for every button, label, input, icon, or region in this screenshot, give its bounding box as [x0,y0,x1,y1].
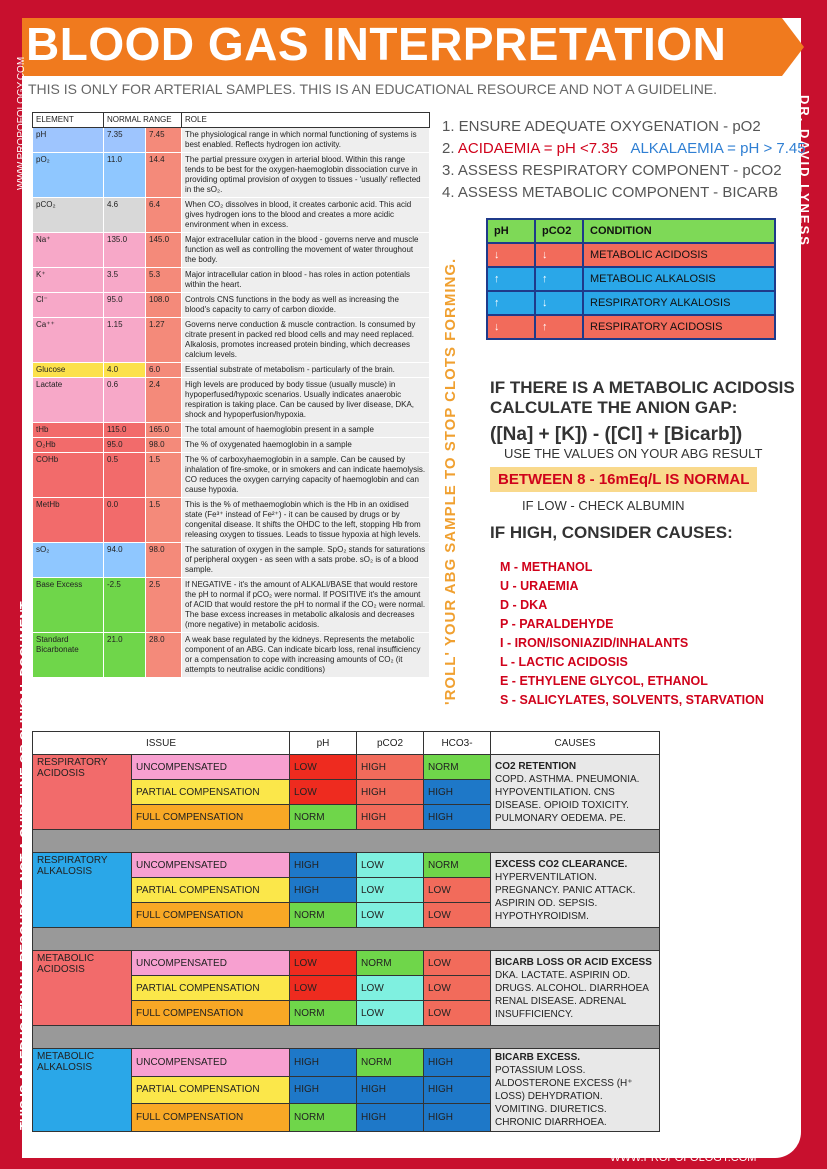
compensation-level: PARTIAL COMPENSATION [132,976,290,1001]
hco3-value: HIGH [424,1049,491,1077]
element-role: The partial pressure oxygen in arterial blood. Within this range tends to be best for the oxygen-haemoglobin dissociation curve in providing optimal provision of oxygen to tissues - 'usually' reflected in the sO₂. [182,153,430,198]
footer-url: WWW.PROPOFOLOGY.COM [610,1152,757,1164]
range-high: 14.4 [146,153,182,198]
element-row [33,438,430,453]
mudpiles-item: M - METHANOL [500,560,593,574]
hco3-value: HIGH [424,1104,491,1132]
issue-name: METABOLIC ALKALOSIS [33,1049,132,1132]
hco3-value: LOW [424,1001,491,1026]
range-high: 6.4 [146,198,182,233]
element-role: The % of carboxyhaemoglobin in a sample. Can be caused by inhalation of fire-smoke, or in smokers and can indicate haemolysis. CO reduces the oxygen carrying capacity of haemoglobin and can cause hypoxia. [182,453,430,498]
separator-cell [33,928,660,951]
condition-name: METABOLIC ALKALOSIS [583,267,775,291]
element-name: O₂Hb [33,438,104,453]
element-table-body [33,128,430,678]
side-disclaimer [3,590,32,1130]
element-role: Major extracellular cation in the blood - governs nerve and muscle function as well as controlling the movement of water throughout the body. [182,233,430,268]
element-row [33,153,430,198]
condition-name: METABOLIC ACIDOSIS [583,243,775,267]
element-role: Essential substrate of metabolism - particularly of the brain. [182,363,430,378]
condition-row [487,315,775,339]
mudpiles-item: E - ETHYLENE GLYCOL, ETHANOL [500,674,708,688]
condition-row [487,243,775,267]
role-header: ROLE [182,113,430,128]
ph-value: HIGH [290,1049,357,1077]
interpretation-steps [442,116,806,204]
ph-value: LOW [290,780,357,805]
cause-title: BICARB LOSS OR ACID EXCESS [495,956,652,968]
cause-text: DKA. LACTATE. ASPIRIN OD. DRUGS. ALCOHOL. DIARRHOEA RENAL DISEASE. ADRENAL INSUFFICIENCY. [495,969,649,1020]
element-role: This is the % of methaemoglobin which is the Hb in an oxidised state (Fe³⁺ instead of Fe²⁺) - it can be caused by drugs or by congenital disease. It shifts the OHDC to the left, stopping Hb from releasing oxygen to tissues. Leads to tissue hypoxia at high levels. [182,498,430,543]
hco3-value: LOW [424,878,491,903]
group-separator [33,928,660,951]
element-row [33,198,430,233]
condition-name: RESPIRATORY ALKALOSIS [583,291,775,315]
hco3-value: HIGH [424,780,491,805]
cond-header-ph: pH [487,219,535,243]
ph-value: NORM [290,903,357,928]
anion-low-note: IF LOW - CHECK ALBUMIN [522,498,685,513]
range-low: 135.0 [104,233,146,268]
compensation-level: FULL COMPENSATION [132,903,290,928]
element-row [33,233,430,268]
compensation-level: UNCOMPENSATED [132,853,290,878]
compensation-table-body [33,755,660,1132]
issue-name: RESPIRATORY ACIDOSIS [33,755,132,830]
compensation-level: PARTIAL COMPENSATION [132,1076,290,1104]
acidaemia-threshold: ACIDAEMIA = pH <7.35 [457,140,618,157]
ph-value: HIGH [290,878,357,903]
pco2-value: LOW [357,853,424,878]
element-row [33,423,430,438]
compensation-level: FULL COMPENSATION [132,1001,290,1026]
ph-value: NORM [290,1001,357,1026]
element-row [33,498,430,543]
element-role: Major intracellular cation in blood - has roles in action potentials within the heart. [182,268,430,293]
mudpiles-item: I - IRON/ISONIAZID/INHALANTS [500,636,689,650]
condition-name: RESPIRATORY ACIDOSIS [583,315,775,339]
causes-cell [491,1049,660,1132]
condition-table [486,218,776,340]
ph-arrow: ↑ [487,267,535,291]
element-role: High levels are produced by body tissue (usually muscle) in hypoperfused/hypoxic scenarios. Usually indicates anaerobic respiration is taking place. Can be caused by liver disease, DKA, shock and hypoperfusion/hypoxia. [182,378,430,423]
range-high: 1.5 [146,453,182,498]
ph-value: LOW [290,755,357,780]
element-name: Na⁺ [33,233,104,268]
pco2-value: HIGH [357,1104,424,1132]
range-low: 115.0 [104,423,146,438]
pco2-value: NORM [357,1049,424,1077]
step-2-number: 2. [442,140,458,157]
side-url-text: WWW.PROPOFOLOGY.COM [16,56,27,190]
hco3-value: HIGH [424,805,491,830]
element-role: The saturation of oxygen in the sample. SpO₂ stands for saturations of peripheral oxygen - as seen with a sats probe. sO₂ is of a blood sample. [182,543,430,578]
pco2-value: HIGH [357,780,424,805]
step-2 [442,138,806,160]
range-high: 145.0 [146,233,182,268]
element-role: The total amount of haemoglobin present in a sample [182,423,430,438]
pco2-value: HIGH [357,805,424,830]
element-row [33,453,430,498]
range-low: 0.6 [104,378,146,423]
author-credit-text: DR. DAVID LYNESS [797,95,812,247]
range-low: 0.0 [104,498,146,543]
ph-header: pH [290,732,357,755]
element-row [33,578,430,633]
element-row [33,633,430,678]
mudpiles-item: L - LACTIC ACIDOSIS [500,655,628,669]
range-low: 1.15 [104,318,146,363]
step-1: 1. ENSURE ADEQUATE OXYGENATION - pO2 [442,118,761,135]
ph-arrow: ↓ [487,243,535,267]
mudpiles-item: P - PARALDEHYDE [500,617,614,631]
hco3-value: LOW [424,903,491,928]
side-disclaimer-text: THIS IS AN EDUCATIONAL RESOURCE, NOT A GUIDELINE OR CLINICAL DOCUMENT [17,601,32,1130]
range-low: 94.0 [104,543,146,578]
range-high: 1.27 [146,318,182,363]
ph-arrow: ↓ [487,315,535,339]
compensation-level: FULL COMPENSATION [132,1104,290,1132]
author-credit [797,95,826,275]
element-row [33,363,430,378]
separator-cell [33,830,660,853]
compensation-level: PARTIAL COMPENSATION [132,780,290,805]
element-table [32,112,430,678]
page-title: BLOOD GAS INTERPRETATION [26,18,727,70]
element-name: pCO₂ [33,198,104,233]
alkalaemia-threshold: ALKALAEMIA = pH > 7.45 [630,140,806,157]
cause-text: COPD. ASTHMA. PNEUMONIA. HYPOVENTILATION. CNS DISEASE. OPIOID TOXICITY. PULMONARY OEDEMA. PE. [495,773,640,824]
ph-value: HIGH [290,853,357,878]
range-low: -2.5 [104,578,146,633]
range-header: NORMAL RANGE [104,113,182,128]
pco2-value: LOW [357,1001,424,1026]
range-high: 98.0 [146,543,182,578]
cause-title: CO2 RETENTION [495,760,577,772]
range-high: 5.3 [146,268,182,293]
element-name: K⁺ [33,268,104,293]
issue-name: RESPIRATORY ALKALOSIS [33,853,132,928]
pco2-value: HIGH [357,755,424,780]
element-name: pH [33,128,104,153]
compensation-level: PARTIAL COMPENSATION [132,878,290,903]
anion-note: USE THE VALUES ON YOUR ABG RESULT [504,446,763,461]
range-low: 7.35 [104,128,146,153]
element-name: COHb [33,453,104,498]
separator-cell [33,1026,660,1049]
cause-title: EXCESS CO2 CLEARANCE. [495,858,628,870]
element-header: ELEMENT [33,113,104,128]
condition-row [487,291,775,315]
compensation-level: UNCOMPENSATED [132,951,290,976]
pco2-arrow: ↑ [535,267,583,291]
range-high: 108.0 [146,293,182,318]
anion-heading: IF THERE IS A METABOLIC ACIDOSIS CALCULATE THE ANION GAP: [490,378,795,417]
range-low: 21.0 [104,633,146,678]
element-row [33,128,430,153]
element-row [33,293,430,318]
compensation-table [32,731,660,1132]
element-name: MetHb [33,498,104,543]
element-name: tHb [33,423,104,438]
causes-cell [491,951,660,1026]
mudpiles-item: S - SALICYLATES, SOLVENTS, STARVATION [500,693,764,707]
compensation-row [33,951,660,976]
element-row [33,268,430,293]
issue-name: METABOLIC ACIDOSIS [33,951,132,1026]
pco2-value: NORM [357,951,424,976]
pco2-arrow: ↑ [535,315,583,339]
element-role: When CO₂ dissolves in blood, it creates carbonic acid. This acid gives hydrogen ions to the blood and creates a more acidic environment when in excess. [182,198,430,233]
compensation-level: FULL COMPENSATION [132,805,290,830]
range-low: 3.5 [104,268,146,293]
element-role: If NEGATIVE - it's the amount of ALKALI/BASE that would restore the pH to normal if pCO₂ were normal. If POSITIVE it's the amount of ACID that would restore the pH to normal if the CO₂ were normal. The base excess increases in metabolic alkalosis and decreases (more negative) in metabolic acidosis. [182,578,430,633]
mudpiles-list [500,558,764,710]
anion-normal-range: BETWEEN 8 - 16mEq/L IS NORMAL [490,467,757,492]
hco3-value: HIGH [424,1076,491,1104]
hco3-value: NORM [424,755,491,780]
cond-header-pco2: pCO2 [535,219,583,243]
mudpiles-item: D - DKA [500,598,548,612]
anion-high-heading: IF HIGH, CONSIDER CAUSES: [490,523,733,542]
pco2-value: LOW [357,903,424,928]
range-high: 7.45 [146,128,182,153]
step-3: 3. ASSESS RESPIRATORY COMPONENT - pCO2 [442,162,782,179]
range-high: 28.0 [146,633,182,678]
pco2-arrow: ↓ [535,291,583,315]
mudpiles-item: U - URAEMIA [500,579,579,593]
hco3-value: LOW [424,976,491,1001]
element-row [33,378,430,423]
compensation-row [33,853,660,878]
element-role: The physiological range in which normal functioning of systems is best enabled. Reflects hydrogen ion activity. [182,128,430,153]
hco3-value: NORM [424,853,491,878]
range-low: 11.0 [104,153,146,198]
ph-value: NORM [290,1104,357,1132]
pco2-value: LOW [357,976,424,1001]
pco2-header: pCO2 [357,732,424,755]
range-high: 2.5 [146,578,182,633]
range-high: 2.4 [146,378,182,423]
element-role: Controls CNS functions in the body as well as increasing the blood's capacity to carry of carbon dioxide. [182,293,430,318]
element-row [33,543,430,578]
pco2-arrow: ↓ [535,243,583,267]
pco2-value: HIGH [357,1076,424,1104]
range-low: 0.5 [104,453,146,498]
causes-cell [491,755,660,830]
element-row [33,318,430,363]
compensation-row [33,1049,660,1077]
causes-cell [491,853,660,928]
compensation-level: UNCOMPENSATED [132,1049,290,1077]
element-role: A weak base regulated by the kidneys. Represents the metabolic component of an ABG. Can indicate bicarb loss, renal insufficiency or a compensation to cope with increasing amounts of CO₂ (it attempts to neutralise acidic conditions) [182,633,430,678]
range-low: 95.0 [104,438,146,453]
range-low: 4.0 [104,363,146,378]
compensation-level: UNCOMPENSATED [132,755,290,780]
element-name: Glucose [33,363,104,378]
range-low: 95.0 [104,293,146,318]
group-separator [33,830,660,853]
hco3-header: HCO3- [424,732,491,755]
cause-text: POTASSIUM LOSS. ALDOSTERONE EXCESS (H⁺ LOSS) DEHYDRATION. VOMITING. DIURETICS. CHRONIC DIARRHOEA. [495,1065,633,1128]
element-role: Governs nerve conduction & muscle contraction. Is consumed by citrate present in packed red blood cells and may need replaced. Alkalosis, promotes increased protein binding, which decreases calcium levels. [182,318,430,363]
compensation-row [33,755,660,780]
element-name: Cl⁻ [33,293,104,318]
element-name: Ca⁺⁺ [33,318,104,363]
range-low: 4.6 [104,198,146,233]
element-name: sO₂ [33,543,104,578]
range-high: 165.0 [146,423,182,438]
element-name: Standard Bicarbonate [33,633,104,678]
cause-title: BICARB EXCESS. [495,1052,581,1063]
element-name: Lactate [33,378,104,423]
ph-value: HIGH [290,1076,357,1104]
roll-sample-text: 'ROLL' YOUR ABG SAMPLE TO STOP CLOTS FORMING. [442,257,459,705]
cause-text: HYPERVENTILATION. PREGNANCY. PANIC ATTACK. ASPIRIN OD. SEPSIS. HYPOTHYROIDISM. [495,871,636,922]
ph-value: LOW [290,951,357,976]
roll-sample-note [437,257,459,710]
issue-header: ISSUE [33,732,290,755]
hco3-value: LOW [424,951,491,976]
range-high: 6.0 [146,363,182,378]
element-name: pO₂ [33,153,104,198]
anion-gap-section [490,378,800,543]
range-high: 1.5 [146,498,182,543]
range-high: 98.0 [146,438,182,453]
condition-row [487,267,775,291]
step-4: 4. ASSESS METABOLIC COMPONENT - BICARB [442,184,779,201]
pco2-value: LOW [357,878,424,903]
ph-value: NORM [290,805,357,830]
element-name: Base Excess [33,578,104,633]
condition-table-body [487,243,775,339]
side-url [3,40,27,190]
group-separator [33,1026,660,1049]
causes-header: CAUSES [491,732,660,755]
anion-formula: ([Na] + [K]) - ([Cl] + [Bicarb]) [490,424,743,445]
ph-arrow: ↑ [487,291,535,315]
ph-value: LOW [290,976,357,1001]
page-subtitle: THIS IS ONLY FOR ARTERIAL SAMPLES. THIS IS AN EDUCATIONAL RESOURCE AND NOT A GUIDELINE. [28,81,718,97]
element-role: The % of oxygenated haemoglobin in a sample [182,438,430,453]
cond-header-condition: CONDITION [583,219,775,243]
